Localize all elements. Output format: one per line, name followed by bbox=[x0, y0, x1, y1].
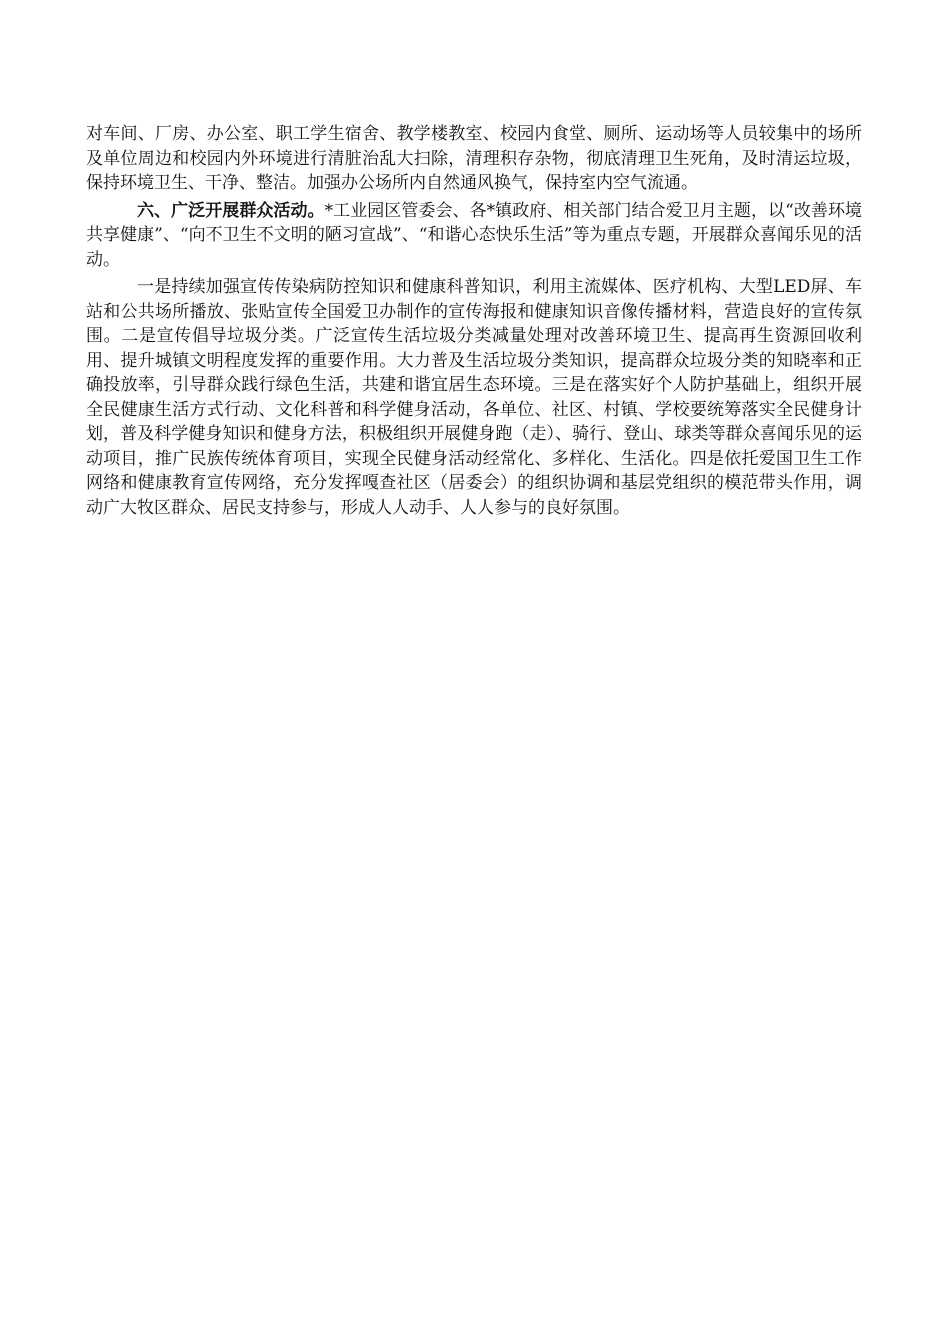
document-body bbox=[86, 122, 862, 520]
paragraph-text: 对车间、厂房、办公室、职工学生宿舍、教学楼教室、校园内食堂、厕所、运动场等人员较集中的场所及单位周边和校园内外环境进行清脏治乱大扫除，清理积存杂物，彻底清理卫生死角，及时清运垃圾，保持环境卫生、干净、整洁。加强办公场所内自然通风换气，保持室内空气流通。 bbox=[86, 124, 862, 193]
paragraph-activities bbox=[86, 275, 862, 520]
section-heading: 六、广泛开展群众活动。 bbox=[137, 200, 325, 221]
paragraph-text: 一是持续加强宣传传染病防控知识和健康科普知识，利用主流媒体、医疗机构、大型LED屏、车站和公共场所播放、张贴宣传全国爱卫办制作的宣传海报和健康知识音像传播材料，营造良好的宣传氛围。二是宣传倡导垃圾分类。广泛宣传生活垃圾分类减量处理对改善环境卫生、提高再生资源回收利用、提升城镇文明程度发挥的重要作用。大力普及生活垃圾分类知识，提高群众垃圾分类的知晓率和正确投放率，引导群众践行绿色生活，共建和谐宜居生态环境。三是在落实好个人防护基础上，组织开展全民健康生活方式行动、文化科普和科学健身活动，各单位、社区、村镇、学校要统筹落实全民健身计划，普及科学健身知识和健身方法，积极组织开展健身跑（走）、骑行、登山、球类等群众喜闻乐见的运动项目，推广民族传统体育项目，实现全民健身活动经常化、多样化、生活化。四是依托爱国卫生工作网络和健康教育宣传网络，充分发挥嘎查社区（居委会）的组织协调和基层党组织的模范带头作用，调动广大牧区群众、居民支持参与，形成人人动手、人人参与的良好氛围。 bbox=[86, 277, 862, 518]
paragraph-continuation bbox=[86, 122, 862, 196]
paragraph-text: *工业园区管委会、各*镇政府、相关部门结合爱卫月主题，以“改善环境共享健康”、“向不卫生不文明的陋习宣战”、“和谐心态快乐生活”等为重点专题，开展群众喜闻乐见的活动。 bbox=[86, 200, 862, 270]
paragraph-section-six bbox=[86, 199, 862, 273]
